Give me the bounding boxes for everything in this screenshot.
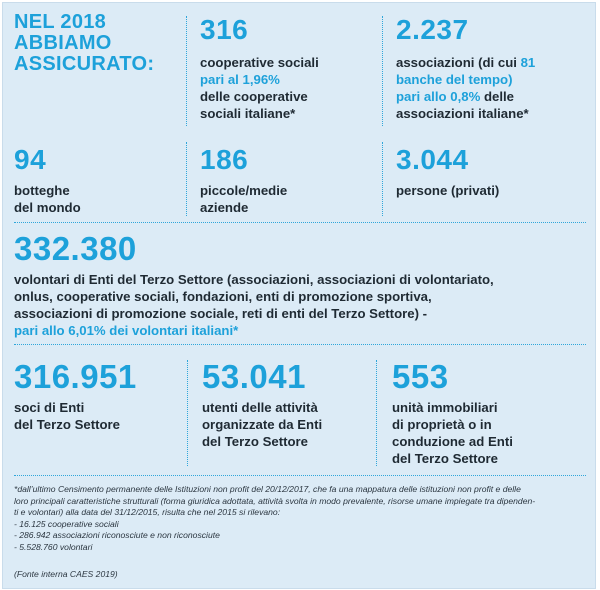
stat-line: utenti delle attività — [202, 400, 318, 415]
stat-line: associazioni italiane* — [396, 106, 529, 121]
divider — [186, 16, 187, 126]
stat-number: 53.041 — [202, 358, 306, 395]
divider — [187, 360, 188, 466]
stat-line: del Terzo Settore — [14, 417, 121, 432]
stat-number: 186 — [200, 144, 249, 175]
stat-line: onlus, cooperative sociali, fondazioni, enti di promozione sportiva, — [14, 289, 432, 304]
stat-line: cooperative sociali — [200, 55, 319, 70]
headline-line: ASSICURATO: — [14, 53, 155, 75]
headline — [14, 12, 184, 75]
source-note: (Fonte interna CAES 2019) — [14, 569, 118, 579]
stat-line: del Terzo Settore — [202, 434, 309, 449]
stat-persone — [396, 146, 586, 199]
stat-botteghe — [14, 146, 174, 216]
stat-number: 3.044 — [396, 144, 469, 175]
stat-number: 316 — [200, 14, 249, 45]
stat-text — [392, 399, 587, 467]
stat-highlight: pari allo 6,01% dei volontari italiani* — [14, 323, 239, 338]
footnote — [14, 484, 584, 553]
stat-line: di proprietà o in — [392, 417, 492, 432]
divider — [382, 142, 383, 216]
stat-line: aziende — [200, 200, 249, 215]
footnote-line: - 16.125 cooperative sociali — [14, 518, 119, 529]
stat-volontari — [14, 232, 589, 339]
divider — [376, 360, 377, 466]
horizontal-divider — [14, 475, 586, 476]
stat-line: piccole/medie — [200, 183, 288, 198]
stat-number: 553 — [392, 358, 449, 395]
stat-line: soci di Enti — [14, 400, 85, 415]
stat-text — [14, 399, 184, 433]
stat-number: 94 — [14, 144, 47, 175]
stat-line: sociali italiane* — [200, 106, 296, 121]
stat-utenti — [202, 360, 372, 450]
stat-text — [200, 182, 370, 216]
stat-line: unità immobiliari — [392, 400, 498, 415]
horizontal-divider — [14, 344, 586, 345]
stat-cooperative — [200, 16, 380, 122]
stat-line: persone (privati) — [396, 183, 500, 198]
footnote-line: *dall’ultimo Censimento permanente delle Istituzioni non profit del 20/12/2017, che fa una mappatura delle istituzioni non profit e delle — [14, 484, 521, 494]
stat-immobili — [392, 360, 587, 467]
footnote-line: ti e volontari) alla data del 31/12/2015, risulta che nel 2015 si rilevano: — [14, 507, 281, 517]
stat-highlight: pari al 1,96% — [200, 72, 280, 87]
footnote-line: loro principali caratteristiche strutturali (forma giuridica adottata, attività svolta in modo prevalente, risorse umane impiegate tra dipenden- — [14, 495, 536, 506]
stat-line: botteghe — [14, 183, 70, 198]
stat-associazioni — [396, 16, 591, 122]
stat-text — [14, 271, 589, 339]
stat-line: associazioni di promozione sociale, reti di enti del Terzo Settore) - — [14, 306, 428, 321]
stat-text — [396, 182, 586, 199]
stat-line: delle cooperative — [200, 89, 308, 104]
stat-line: conduzione ad Enti — [392, 434, 513, 449]
stat-soci — [14, 360, 184, 433]
divider — [186, 142, 187, 216]
stat-text — [202, 399, 372, 450]
footnote-line: - 286.942 associazioni riconosciute e non riconosciute — [14, 530, 220, 540]
stat-number: 332.380 — [14, 230, 137, 267]
stat-line: pari allo 0,8% delle — [396, 89, 515, 104]
stat-line: del Terzo Settore — [392, 451, 499, 466]
stat-line: volontari di Enti del Terzo Settore (associazioni, associazioni di volontariato, — [14, 272, 494, 287]
stat-highlight: banche del tempo) — [396, 72, 513, 87]
stat-number: 316.951 — [14, 358, 137, 395]
headline-line: ABBIAMO — [14, 32, 112, 54]
stat-text — [14, 182, 174, 216]
stat-line: associazioni (di cui 81 — [396, 55, 536, 70]
stat-text — [200, 54, 380, 122]
horizontal-divider — [14, 222, 586, 223]
stat-text — [396, 54, 591, 122]
divider — [382, 16, 383, 126]
footnote-line: - 5.528.760 volontari — [14, 541, 93, 552]
stat-number: 2.237 — [396, 14, 469, 45]
headline-line: NEL 2018 — [14, 11, 107, 33]
stat-line: organizzate da Enti — [202, 417, 323, 432]
stat-aziende — [200, 146, 370, 216]
stat-line: del mondo — [14, 200, 81, 215]
